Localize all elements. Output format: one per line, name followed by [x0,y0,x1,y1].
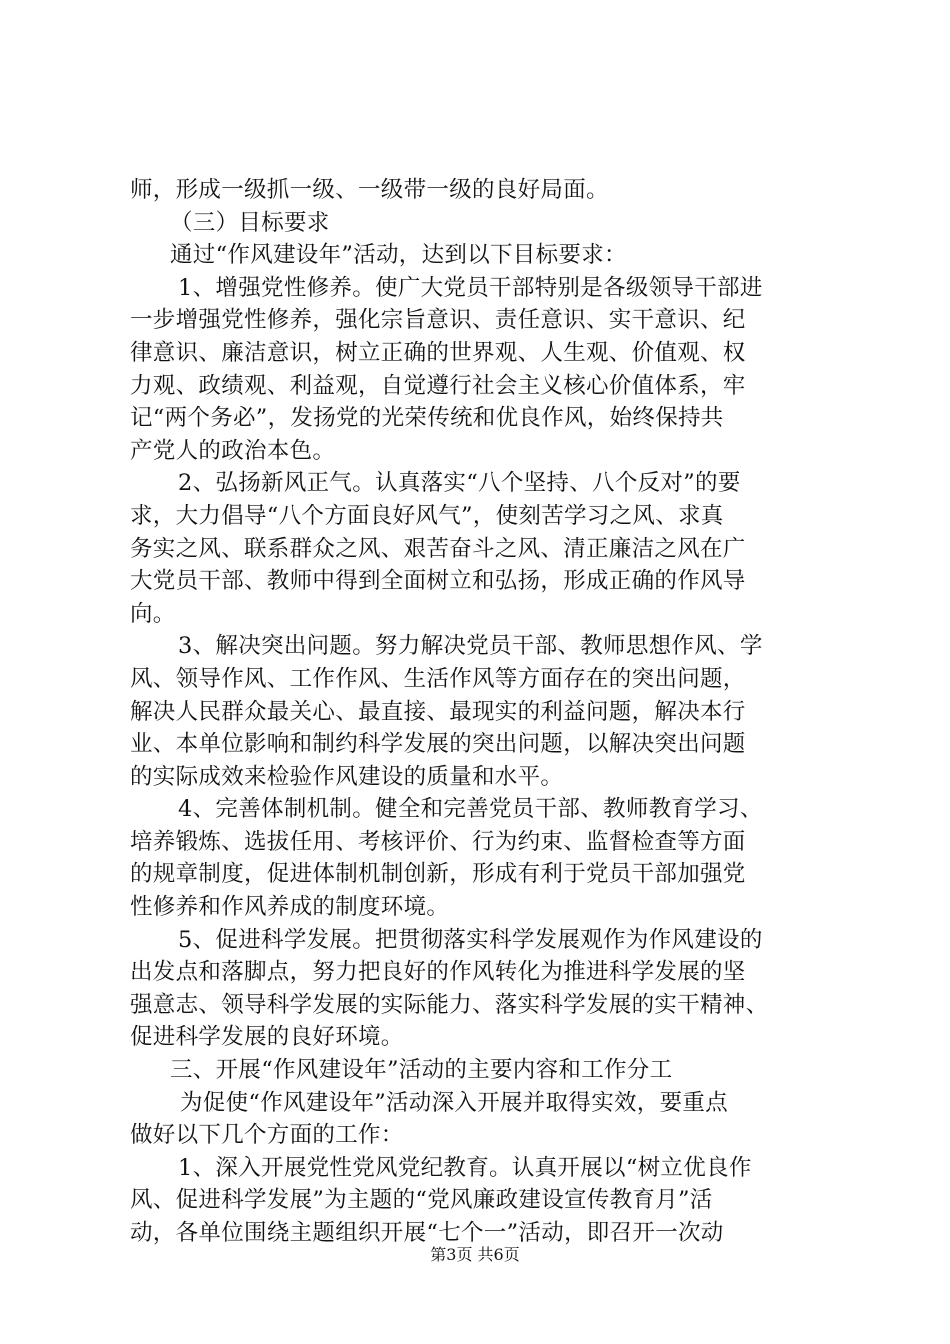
document-body [130,174,830,1250]
text-line: （三）目标要求 [170,209,330,236]
text-line: 通过“作风建设年”活动，达到以下目标要求： [170,242,627,269]
text-line: 1、增强党性修养。使广大党员干部特别是各级领导干部进 [178,274,763,301]
text-line: 业、本单位影响和制约科学发展的突出问题，以解决突出问题 [130,731,746,758]
text-line: 的规章制度，促进体制机制创新，形成有利于党员干部加强党 [130,861,746,888]
text-line: 2、弘扬新风正气。认真落实“八个坚持、八个反对”的要 [178,470,741,497]
text-line: 向。 [130,600,176,627]
text-line: 培养锻炼、选拔任用、考核评价、行为约束、监督检查等方面 [130,828,746,855]
text-line: 一步增强党性修养，强化宗旨意识、责任意识、实干意识、纪 [130,307,746,334]
text-line: 的实际成效来检验作风建设的质量和水平。 [130,763,564,790]
text-line: 做好以下几个方面的工作： [130,1122,404,1149]
text-line: 求，大力倡导“八个方面良好风气”，使刻苦学习之风、求真 [130,502,724,529]
text-line: 3、解决突出问题。努力解决党员干部、教师思想作风、学 [178,633,763,660]
text-line: 风、促进科学发展”为主题的“党风廉政建设宣传教育月”活 [130,1187,713,1214]
text-line: 性修养和作风养成的制度环境。 [130,894,450,921]
text-line: 律意识、廉洁意识，树立正确的世界观、人生观、价值观、权 [130,339,746,366]
text-line: 解决人民群众最关心、最直接、最现实的利益问题，解决本行 [130,698,746,725]
text-line: 务实之风、联系群众之风、艰苦奋斗之风、清正廉洁之风在广 [130,535,746,562]
text-line: 产党人的政治本色。 [130,437,336,464]
text-line: 风、领导作风、工作作风、生活作风等方面存在的突出问题， [130,665,746,692]
text-line: 三、开展“作风建设年”活动的主要内容和工作分工 [170,1057,673,1084]
text-line: 为促使“作风建设年”活动深入开展并取得实效，要重点 [180,1089,729,1116]
text-line: 5、促进科学发展。把贯彻落实科学发展观作为作风建设的 [178,926,763,953]
text-line: 大党员干部、教师中得到全面树立和弘扬，形成正确的作风导 [130,568,746,595]
text-line: 出发点和落脚点，努力把良好的作风转化为推进科学发展的坚 [130,959,746,986]
page-footer: 第3页 共6页 [430,1245,520,1264]
text-line: 记“两个务必”，发扬党的光荣传统和优良作风，始终保持共 [130,405,724,432]
text-line: 力观、政绩观、利益观，自觉遵行社会主义核心价值体系，牢 [130,372,746,399]
text-line: 4、完善体制机制。健全和完善党员干部、教师教育学习、 [178,796,763,823]
text-line: 动，各单位围绕主题组织开展“七个一”活动，即召开一次动 [130,1220,724,1246]
text-line: 促进科学发展的良好环境。 [130,1024,404,1051]
text-line: 强意志、领导科学发展的实际能力、落实科学发展的实干精神、 [130,991,769,1018]
text-line: 师，形成一级抓一级、一级带一级的良好局面。 [130,177,609,203]
text-line: 1、深入开展党性党风党纪教育。认真开展以“树立优良作 [178,1154,752,1181]
